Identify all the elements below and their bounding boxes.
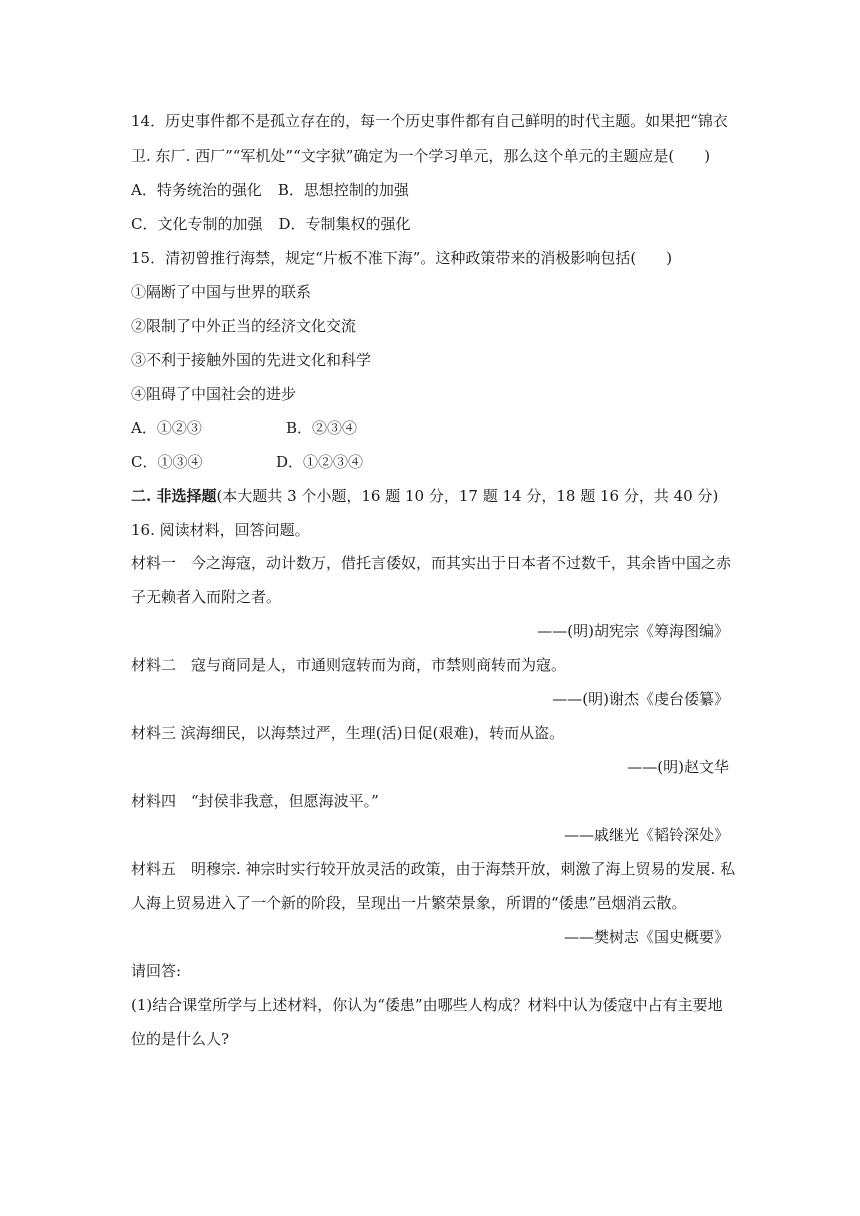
q14-stem-line2: 卫. 东厂. 西厂”“军机处”“文字狱”确定为一个学习单元，那么这个单元的主题应是( ) xyxy=(131,147,711,165)
q14-option-d: D．专制集权的强化 xyxy=(278,215,411,233)
material-5-line1: 材料五 明穆宗. 神宗时实行较开放灵活的政策，由于海禁开放，刺激了海上贸易的发展. 私 xyxy=(131,860,736,878)
q15-option-row xyxy=(131,452,731,472)
q15-option-c: C．①③④ xyxy=(131,453,203,471)
q15-item-1: ①隔断了中国与世界的联系 xyxy=(131,283,312,301)
material-4: 材料四 “封侯非我意，但愿海波平。” xyxy=(131,792,379,810)
material-3-source: ——(明)赵文华 xyxy=(627,758,729,776)
q15-option-d: D．①②③④ xyxy=(276,453,364,471)
q15-option-a: A．①②③ xyxy=(131,419,202,437)
material-5-source: ——樊树志《国史概要》 xyxy=(563,928,729,946)
section-heading xyxy=(131,486,731,506)
q14-stem-line1: 14．历史事件都不是孤立存在的，每一个历史事件都有自己鲜明的时代主题。如果把“锦衣 xyxy=(131,112,728,130)
q15-option-row xyxy=(131,418,731,438)
q16-stem: 16. 阅读材料，回答问题。 xyxy=(131,521,310,539)
q14-option-b: B．思想控制的加强 xyxy=(277,181,409,199)
q15-option-b: B．②③④ xyxy=(286,419,358,437)
material-1-source: ——(明)胡宪宗《筹海图编》 xyxy=(537,622,729,640)
q14-option-c: C．文化专制的加强 xyxy=(131,215,263,233)
material-2-source: ——(明)谢杰《虔台倭纂》 xyxy=(552,690,729,708)
q14-option-row xyxy=(131,180,731,200)
section-title: 二. 非选择题 xyxy=(131,487,217,505)
material-5-line2: 人海上贸易进入了一个新的阶段，呈现出一片繁荣景象，所谓的“倭患”邑烟消云散。 xyxy=(131,894,687,912)
q14-option-a: A．特务统治的强化 xyxy=(131,181,262,199)
material-1-line1: 材料一 今之海寇，动计数万，借托言倭奴，而其实出于日本者不过数千，其余皆中国之赤 xyxy=(131,554,732,572)
sub-question-1-line1: (1)结合课堂所学与上述材料，你认为“倭患”由哪些人构成？材料中认为倭寇中占有主要地 xyxy=(131,996,723,1014)
answer-prompt: 请回答: xyxy=(131,962,182,980)
q15-item-3: ③不利于接触外国的先进文化和科学 xyxy=(131,351,372,369)
q15-item-4: ④阻碍了中国社会的进步 xyxy=(131,385,297,403)
q14-option-row xyxy=(131,214,731,234)
material-2: 材料二 寇与商同是人，市通则寇转而为商，市禁则商转而为寇。 xyxy=(131,656,567,674)
sub-question-1-line2: 位的是什么人? xyxy=(131,1030,230,1048)
material-3: 材料三 滨海细民，以海禁过严，生理(活)日促(艰难)，转而从盗。 xyxy=(131,724,565,742)
q15-item-2: ②限制了中外正当的经济文化交流 xyxy=(131,317,357,335)
section-note: (本大题共 3 个小题，16 题 10 分，17 题 14 分，18 题 16 分，共 40 分) xyxy=(216,487,719,505)
material-4-source: ——戚继光《韬铃深处》 xyxy=(563,826,729,844)
q15-stem: 15．清初曾推行海禁，规定“片板不准下海”。这种政策带来的消极影响包括( ) xyxy=(131,249,673,267)
material-1-line2: 子无赖者入而附之者。 xyxy=(131,588,282,606)
